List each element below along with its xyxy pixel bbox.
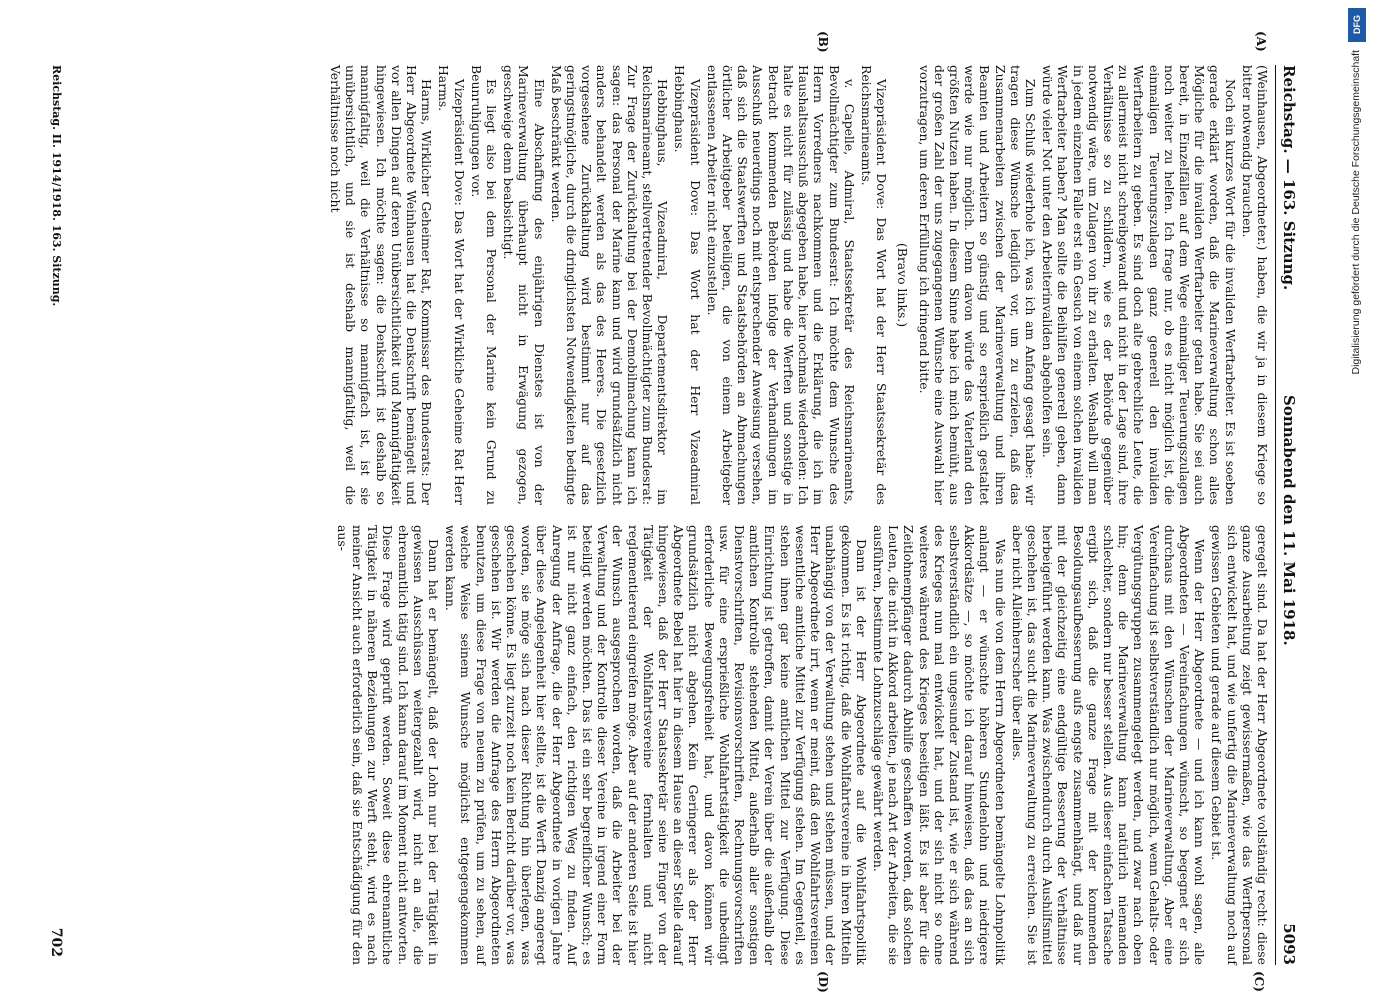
paragraph: Dann ist der Herr Abgeordnete auf die Wohlfahrtspolitik gekommen. Es ist richtig, daß die Wohlfahrtsvereine in ihren Mitteln unabhängig von der Verwaltung stehen und stehen müssen, und der Herr Abgeordnete irrt, wenn er meint, daß den Wohlfahrtsvereinen wesentliche amtliche Mittel zur Verfügung stehen. Im Gegenteil, es stehen ihnen gar keine amtlichen Mittel zur Verfügung. Diese Einrichtung ist getroffen, damit der Verein über die außerhalb der amtlichen Kontrolle stehenden Mittel, außerhalb aller sonstigen Dienstvorschriften, Revisionsvorschriften, Rechnungsvorschriften usw. für eine ersprießliche Wohlfahrtstätigkeit die unbedingt erforderliche Bewegungsfreiheit hat, und davon können wir grundsätzlich nicht abgehen. Kein Geringerer als der Herr Abgeordnete Bebel hat hier in diesem Hause an dieser Stelle darauf hingewiesen, daß der Herr Staatssekretär seine Finger von der Tätigkeit der Wohlfahrtsvereine fernhalten und nicht reglementierend eingreifen möge. Aber auf der anderen Seite ist hier der Wunsch ausgesprochen worden, daß die Arbeiter bei der Verwaltung und der Kontrolle dieser Vereine in irgend einer Form beteiligt werden möchten. Das ist ein sehr begreiflicher Wunsch; es ist nur nicht ganz einfach, den richtigen Weg zu finden. Auf Anregung der Anfrage, die der Herr Abgeordnete in vorigen Jahre über diese Angelegenheit hier stellte, ist die Werft Danzig angeregt worden, sie möge sich nach dieser Richtung hin überlegen, was geschehen könne. Es liegt zurzeit noch kein Bericht darüber vor, was geschehen ist. Wir werden die Anfrage des Herrn Abgeordneten benutzen, um diese Frage von neuem zu prüfen, um zu sehen, auf welche Weise seinem Wunsche möglichst entgegengekommen werden kann. — [443, 525, 869, 965]
margin-letter-d: (D) — [816, 971, 830, 993]
page-footer: Reichstag. II. 1914/1918. 163. Sitzung. — [50, 65, 63, 307]
page-header — [1275, 65, 1300, 965]
paragraph: (Weinhausen, Abgeordneter.) haben, die wir ja in diesem Kriege so bitter notwendig brauchen. — [1239, 65, 1270, 505]
paragraph: Harms, Wirklicher Geheimer Rat, Kommissar des Bundesrats: Der Herr Abgeordnete Weinhausen hat die Denkschrift bemängelt und vor allen Dingen auf deren Unübersichtlichkeit und Mannigfaltigkeit hingewiesen. Ich möchte sagen: die Denkschrift ist deshalb so mannigfaltig, weil die Verhältnisse so mannigfach ist, ist sie unübersichtlich, und sie ist deshalb mannigfaltig, weil die Verhältnisse noch nicht — [328, 65, 435, 505]
margin-letter-b: (B) — [816, 31, 830, 53]
paragraph: Dann hat er bemängelt, daß der Lohn nur bei der Tätigkeit in gewissen Ausschüssen weitergezahlt wird, nicht an alle, die ehrenamtlich tätig sind. Ich kann darauf im Moment nicht antworten. Diese Frage wird geprüft werden. Soweit diese ehrenamtliche Tätigkeit in näheren Beziehungen zur Werft steht, wird es nach meiner Ansicht auch erforderlich sein, daß sie Entschädigung für den aus- — [334, 525, 442, 965]
credit-strip — [1344, 8, 1374, 808]
page-number: 5093 — [1280, 923, 1298, 965]
right-column — [333, 525, 1270, 965]
paragraph: geregelt sind. Da hat der Herr Abgeordnete vollständig recht: diese ganze Ausarbeitung zeigt gewissermaßen, wie das Werftpersonal sich entwickelt hat, und wie unfertig die Marineverwaltung noch auf gewissen Gebieten und gerade auf diesem Gebiet ist. — [1209, 525, 1270, 965]
paragraph: Wenn der Herr Abgeordnete — und ich kann wohl sagen, alle Abgeordneten — Vereinfachungen wünscht, so begegnet er sich durchaus mit den Wünschen der Marineverwaltung. Aber eine Vereinfachung ist selbstverständlich nur möglich, wenn Gehalts- oder Vergütungsgruppen zusammengelegt werden, und zwar nach oben hin; denn die Marineverwaltung kann natürlich niemanden schlechter, sondern nur besser stellen. Aus dieser einfachen Tatsache ergibt sich, daß die ganze Frage mit der kommenden Besoldungsaufbesserung aufs engste zusammenhängt, und daß nur mit der gleichzeitig eine endgültige Besserung der Verhältnisse herbeigeführt werden kann. Was zwischendurch durch Aushilfsmittel geschehen ist, das sucht die Marineverwaltung zu erreichen. Sie ist aber nicht Alleinherrscher über alles. — [1009, 525, 1208, 965]
margin-letter-a: (A) — [1254, 31, 1268, 52]
sheet-mark: 702 — [48, 927, 64, 957]
header-left: Reichstag. — 163. Sitzung. — [1280, 65, 1298, 291]
paragraph: Hebbinghaus, Vizeadmiral, Departementsdirektor im Reichsmarineamt, stellvertretender Bevollmächtigter zum Bundesrat: Zur Frage der Zurückhaltung bei der Demobilmachung kann ich sagen: das Personal der Marine kann und wird grundsätzlich nicht anders behandelt werden als das des Heeres. Die gesetzlich vorgesehene Zurückhaltung wird bestimmt nur auf das geringstmögliche, durch die dringlichsten Notwendigkeiten bedingte Maß beschränkt werden. — [548, 65, 671, 506]
paragraph: v. Capelle, Admiral, Staatssekretär des Reichsmarineamts, Bevollmächtigter zum Bundesrat: Ich möchte dem Wunsche des Herrn Vorredners nachkommen und die Erklärung, die ich im Haushaltsausschuß abgegeben habe, hier nochmals wiederholen: Ich halte es nicht für zulässig und habe die Werften und sonstige in Betracht kommenden Behörden infolge der Verhandlungen im Ausschuß neuerdings noch mit entsprechender Anweisung versehen, daß sich die Staatswerften und Staatsbehörden an Abmachungen örtlicher Arbeitgeber beteiligen, die von einem Arbeitgeber entlassenen Arbeiter nicht einzustellen. — [704, 65, 857, 505]
paragraph: Vizepräsident Dove: Das Wort hat der Herr Staatssekretär des Reichsmarineamts. — [858, 65, 890, 505]
left-column — [326, 65, 1270, 505]
scanned-page — [48, 31, 1300, 993]
header-date: Sonnabend den 11. Mai 1918. — [1280, 395, 1298, 646]
paragraph: Eine Abschaffung des einjährigen Dienstes ist von der Marineverwaltung überhaupt nicht in Erwägung gezogen, geschweige denn beabsichtigt. — [501, 65, 547, 505]
paragraph: Vizepräsident Dove: Das Wort hat der Wirkliche Geheime Rat Herr Harms. — [436, 65, 467, 505]
paragraph: Noch ein kurzes Wort für die invaliden Werftarbeiter. Es ist soeben gerade erklärt worden, daß die Marineverwaltung schon alles Mögliche für die invaliden Werftarbeiter getan habe. Sie sei auch bereit, in Einzelfällen auf dem Wege einmaliger Teuerungszulagen noch weiter zu helfen. Ich frage nur, ob es nicht möglich ist, die einmaligen Teuerungszulagen ganz generell den invaliden Werftarbeitern zu geben. Es sind doch alte gebrechliche Leute, die zu allermeist nicht schreibgewandt und nicht in der Lage sind, ihre Verhältnisse so zu schildern, wie es der Behörde gegenüber notwendig wäre, um Zulagen von ihr zu erhalten. Weshalb will man in jedem einzelnen Falle erst ein Gesuch von einem solchen invaliden Werftarbeiter haben? Man sollte die Beihilfen generell geben, dann würde vieler Not unter den Arbeiterinvaliden abgeholfen sein. — [1040, 65, 1238, 505]
dfg-logo: DFG — [1348, 8, 1366, 42]
paragraph: Es liegt also bei dem Personal der Marine kein Grund zu Beunruhigungen vor. — [468, 65, 500, 505]
credit-text: Digitalisierung gefördert durch die Deutsche Forschungsgemeinschaft — [1350, 50, 1362, 375]
paragraph: Vizepräsident Dove: Das Wort hat der Herr Vizeadmiral Hebbinghaus. — [672, 65, 703, 505]
paragraph: Was nun die von dem Herrn Abgeordneten bemängelte Lohnpolitik anlangt — er wünschte höheren Stundenlohn und niedrigere Akkordsätze —, so möchte ich darauf hinweisen, daß das an sich selbstverständlich ein ungesunder Zustand ist, wie er sich während des Krieges nun mal entwickelt hat, und der sich nicht so ohne weiteres während des Krieges beseitigen läßt. Es ist aber für die Zeitlohnempfänger dadurch Abhilfe geschaffen worden, daß solchen Leuten, die nicht in Akkord arbeiten, je nach Art der Arbeiten, die sie ausführen, bestimmte Lohnzuschläge gewährt werden. — [870, 525, 1008, 965]
paragraph: Zum Schluß wiederhole ich, was ich am Anfang gesagt habe: wir tragen diese Wünsche lediglich vor, um zu erzielen, daß das Zusammenarbeiten zwischen der Marineverwaltung und ihren Beamten und Arbeitern so günstig und so ersprießlich gestaltet werde wie nur möglich. Denn davon würde das Vaterland den größten Nutzen haben. In diesem Sinne habe ich mich bemüht, aus der großen Zahl der uns zugegangenen Wünsche eine Auswahl hier vorzutragen, um deren Erfüllung ich dringend bitte. — [916, 65, 1038, 505]
applause-note: (Bravo links.) — [895, 242, 911, 328]
margin-letter-c: (C) — [1252, 971, 1266, 992]
